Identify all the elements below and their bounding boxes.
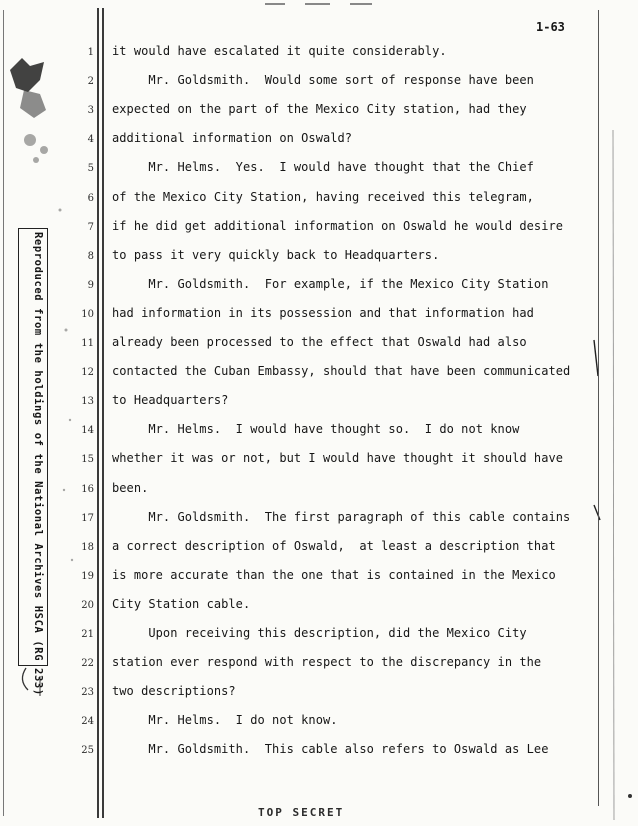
page-number: 1-63 [536,20,565,34]
transcript-line [0,566,600,590]
line-number: 21 [81,629,94,640]
transcript-line [0,682,600,706]
line-text: Mr. Goldsmith. This cable also refers to Oswald as Lee [112,742,549,757]
line-text: of the Mexico City Station, having received this telegram, [112,189,534,204]
transcript-line [0,333,600,357]
transcript-line [0,362,600,386]
line-number: 18 [81,541,94,553]
transcript-line [0,449,600,473]
line-number: 6 [87,192,94,204]
line-text: had information in its possession and that information had [112,305,534,320]
line-text: to Headquarters? [112,393,229,408]
line-number: 20 [81,599,94,611]
line-number: 3 [87,105,94,117]
transcript-line [0,129,600,153]
line-number: 11 [81,338,94,349]
line-number: 17 [81,512,94,524]
transcript-line [0,217,600,241]
line-number: 16 [81,483,94,495]
line-text: been. [112,480,149,495]
transcript-line [0,624,600,648]
transcript-line [0,595,600,619]
line-text: two descriptions? [112,684,236,699]
line-text: if he did get additional information on Oswald he would desire [112,218,564,233]
line-number: 19 [81,570,94,582]
transcript-line [0,42,600,66]
transcript-line [0,508,600,532]
line-number: 4 [87,134,94,146]
transcript-line [0,711,600,735]
line-text: Mr. Goldsmith. Would some sort of response have been [112,73,534,88]
line-number: 2 [87,76,94,88]
line-number: 13 [81,396,94,408]
line-text: is more accurate than the one that is contained in the Mexico [112,567,556,582]
line-text: Mr. Helms. I do not know. [112,713,338,728]
line-text: additional information on Oswald? [112,131,353,146]
line-text: already been processed to the effect that Oswald had also [112,335,527,349]
line-number: 15 [81,454,94,466]
line-number: 9 [87,279,94,291]
transcript-line [0,653,600,677]
line-text: Mr. Helms. I would have thought so. I do not know [112,422,520,437]
line-text: expected on the part of the Mexico City station, had they [112,102,527,117]
line-number: 5 [87,163,94,175]
transcript-line [0,71,600,95]
line-text: Mr. Helms. Yes. I would have thought that the Chief [112,160,534,175]
line-text: contacted the Cuban Embassy, should that have been communicated [112,364,571,379]
transcript-line [0,391,600,415]
line-text: station ever respond with respect to the discrepancy in the [112,655,542,670]
transcript-line [0,537,600,561]
transcript-line [0,479,600,503]
classification-mark: TOP SECRET [258,806,345,819]
line-number: 23 [81,687,94,699]
line-number: 12 [81,367,94,379]
line-text: Mr. Goldsmith. For example, if the Mexico City Station [112,276,549,291]
line-text: Upon receiving this description, did the Mexico City [112,626,527,640]
line-number: 1 [87,47,94,58]
line-text: to pass it very quickly back to Headquarters. [112,247,440,262]
line-number: 14 [81,425,94,437]
line-number: 25 [81,745,94,757]
line-number: 10 [81,308,94,320]
line-number: 22 [81,658,94,670]
line-text: whether it was or not, but I would have thought it should have [112,451,564,466]
line-text: City Station cable. [112,596,251,611]
transcript-line [0,188,600,212]
transcript-line [0,246,600,270]
transcript-line [0,420,600,444]
transcript-line [0,158,600,182]
transcript-line [0,304,600,328]
line-text: it would have escalated it quite considerably. [112,44,447,58]
transcript-line [0,100,600,124]
line-text: Mr. Goldsmith. The first paragraph of this cable contains [112,509,571,524]
transcript-line [0,740,600,764]
line-number: 7 [87,221,94,233]
line-number: 8 [87,250,94,262]
transcript-line [0,275,600,299]
archive-stamp: Reproduced from the holdings of the National Archives HSCA (RG 233) [32,232,44,696]
line-number: 24 [81,716,94,728]
line-text: a correct description of Oswald, at least a description that [112,538,556,553]
